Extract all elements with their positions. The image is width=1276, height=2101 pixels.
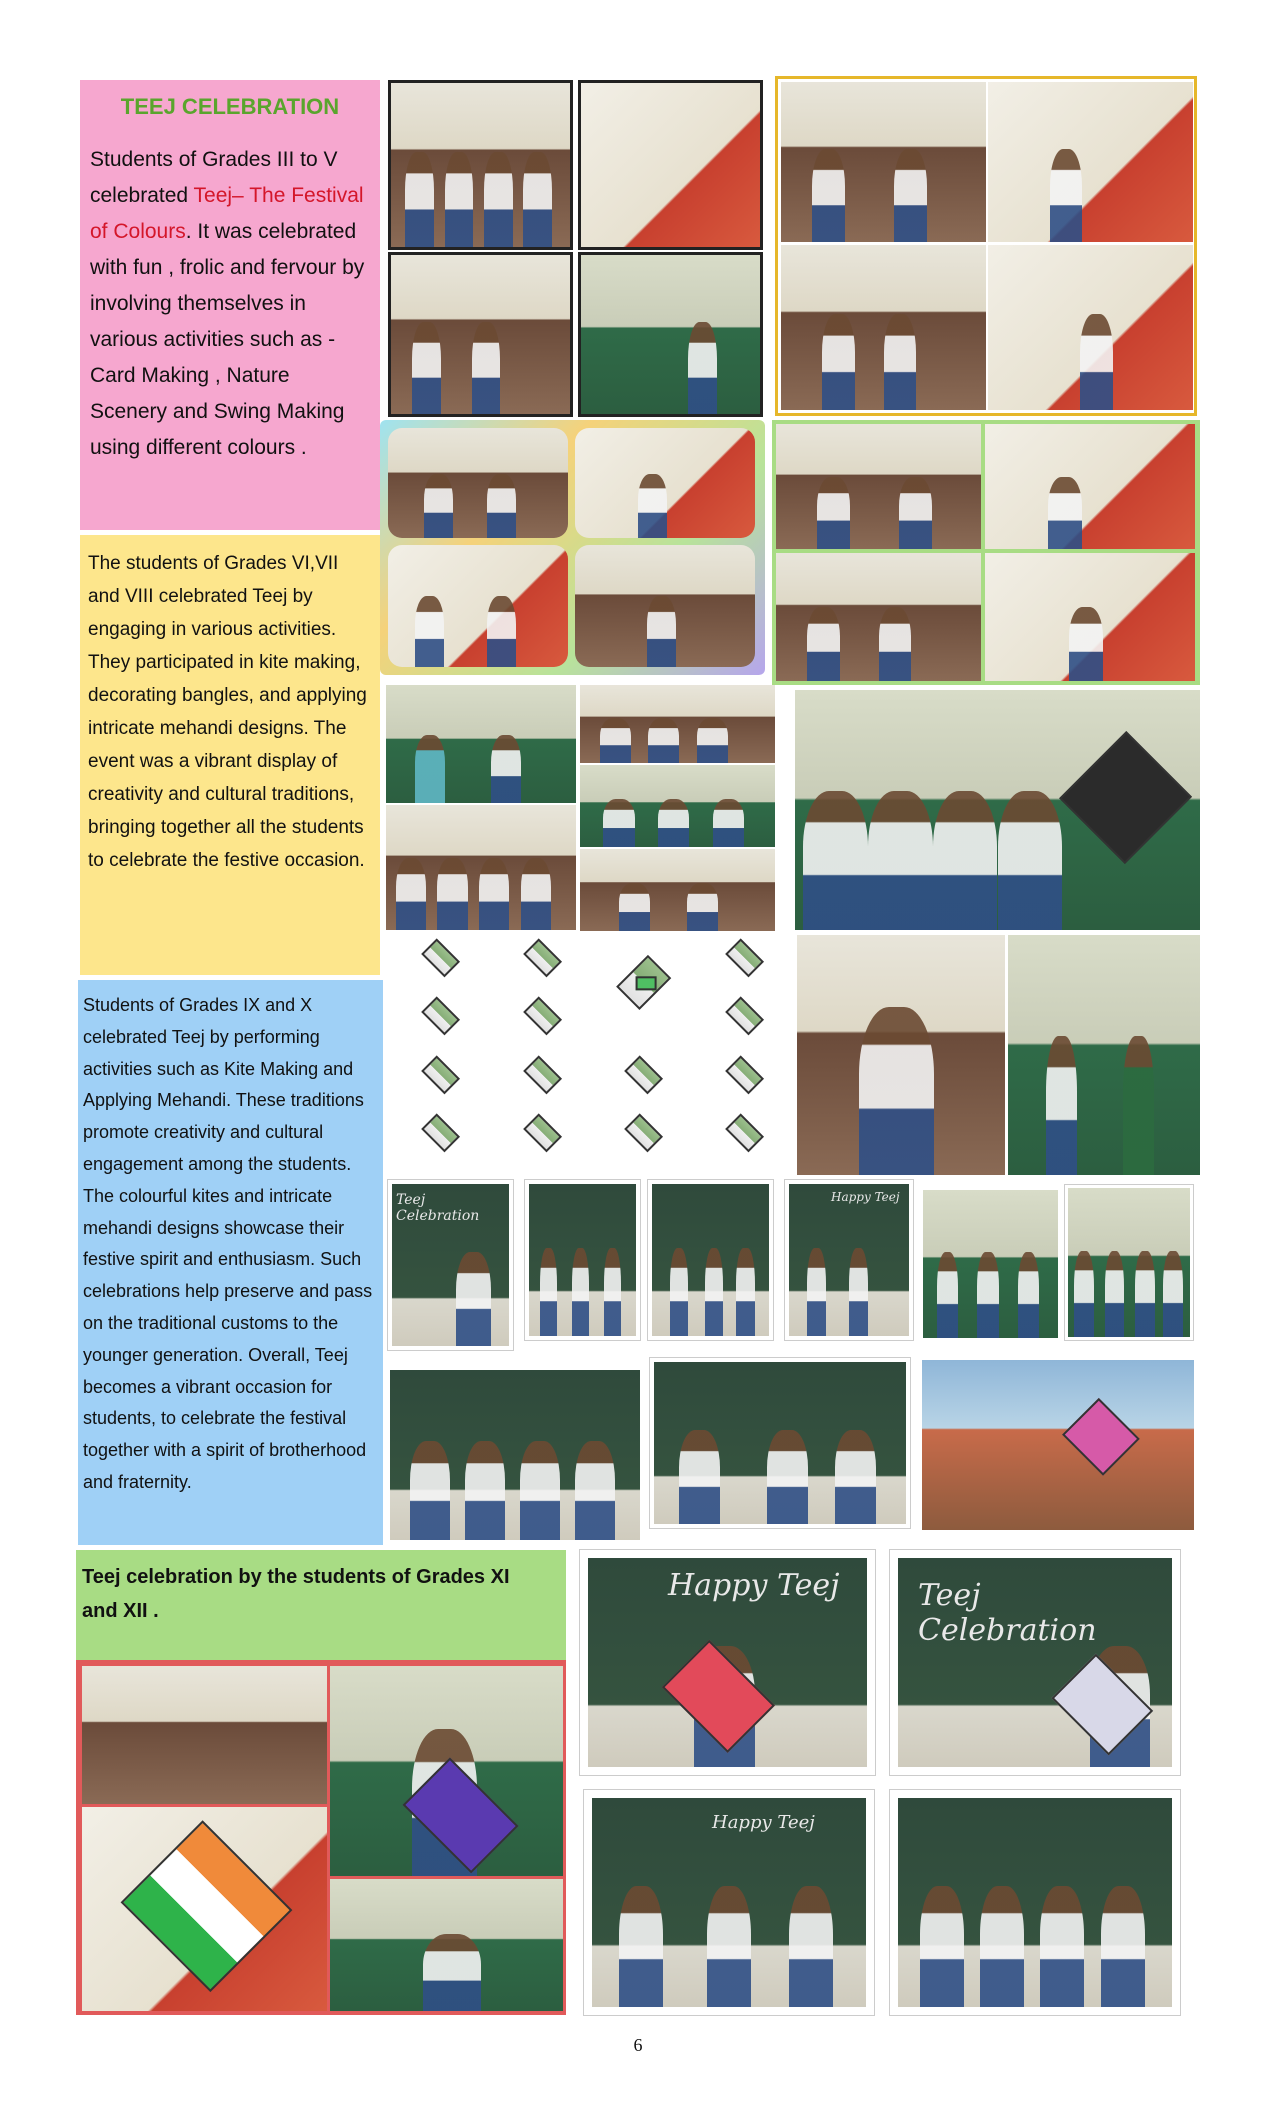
board-text: Teej Celebration bbox=[918, 1578, 1097, 1648]
kite-grid-cell bbox=[725, 1113, 764, 1152]
grades-3-5-text-part2: . It was celebrated with fun , frolic and fervour by involving themselves in various activities such as - Card Making , Nature Scenery and Swing Making using different colours . bbox=[90, 220, 365, 459]
photo-board-happy-teej bbox=[785, 1180, 913, 1340]
photo-red-1 bbox=[82, 1666, 327, 1804]
kite-grid-cell bbox=[523, 939, 562, 978]
grades-9-10-box bbox=[78, 980, 383, 1545]
kite-grid-cell bbox=[624, 1055, 663, 1094]
photo-gold-4 bbox=[988, 245, 1193, 410]
kite-grid-cell bbox=[523, 997, 562, 1036]
photo-class-working bbox=[388, 252, 573, 417]
kite-grid-cell bbox=[422, 997, 461, 1036]
photo-kites-row bbox=[580, 765, 775, 847]
kite-grid-cell bbox=[523, 1055, 562, 1094]
photo-happy-teej-three-boys bbox=[584, 1790, 874, 2015]
board-text: Teej Celebration bbox=[396, 1192, 480, 1224]
photo-board-mehandi bbox=[648, 1180, 773, 1340]
photo-board-group-kites bbox=[525, 1180, 640, 1340]
photo-class-desk bbox=[578, 252, 763, 417]
kite-grid bbox=[392, 935, 794, 1165]
photo-class-kites bbox=[1065, 1185, 1193, 1340]
photo-kites-display bbox=[580, 849, 775, 931]
kite-grid-cell bbox=[422, 939, 461, 978]
photo-grade3-cards bbox=[388, 80, 573, 250]
photo-board-mehandi-group bbox=[390, 1370, 640, 1540]
photo-red-2 bbox=[330, 1666, 563, 1876]
kite-grid-cell bbox=[725, 1055, 764, 1094]
photo-rainbow-1 bbox=[388, 428, 568, 538]
photo-happy-teej-kite-boy bbox=[580, 1550, 875, 1775]
board-text: Happy Teej bbox=[831, 1190, 900, 1204]
photo-green-1 bbox=[776, 424, 981, 549]
photo-outdoor-celebration bbox=[922, 1360, 1194, 1530]
kite-grid-cell bbox=[523, 1113, 562, 1152]
grades-11-12-box bbox=[76, 1550, 566, 1660]
grades-9-10-text: Students of Grades IX and X celebrated Teej by performing activities such as Kite Making and Applying Mehandi. These traditions promote creativity and cultural engagement among the students. The colourful kites and intricate mehandi designs showcase their festive spirit and enthusiasm. Such celebrations help preserve and pass on the traditional customs to the younger generation. Overall, Teej becomes a vibrant occasion for students, to celebrate the festival together with a spirit of brotherhood and fraternity. bbox=[83, 995, 373, 1492]
photo-rainbow-2 bbox=[575, 428, 755, 538]
photo-cards-table bbox=[578, 80, 763, 250]
grades-3-5-text-part1: Students of Grades III to V celebrated bbox=[90, 148, 338, 207]
kite-grid-cell bbox=[422, 1113, 461, 1152]
rainbow-framed-collage bbox=[380, 420, 765, 675]
board-text: Happy Teej bbox=[712, 1812, 815, 1833]
photo-red-4 bbox=[330, 1879, 563, 2011]
photo-teacher-student bbox=[386, 685, 576, 803]
kite-grid-cell bbox=[624, 1113, 663, 1152]
kite-happy-teej bbox=[1058, 731, 1191, 864]
photo-mehandi-four-girls bbox=[890, 1790, 1180, 2015]
photo-green-2 bbox=[985, 424, 1195, 549]
kite-grid-cell bbox=[725, 939, 764, 978]
photo-green-4 bbox=[985, 553, 1195, 681]
photo-rainbow-4 bbox=[575, 545, 755, 667]
grades-3-5-text bbox=[90, 142, 370, 466]
photo-rainbow-3 bbox=[388, 545, 568, 667]
green-framed-collage bbox=[772, 420, 1200, 685]
kite-grid-cell bbox=[422, 1055, 461, 1094]
kite-grid-cell bbox=[616, 955, 672, 1011]
photo-teacher-class bbox=[1008, 935, 1200, 1175]
photo-flag-kites bbox=[923, 1190, 1058, 1338]
photo-red-3 bbox=[82, 1807, 327, 2011]
photo-green-3 bbox=[776, 553, 981, 681]
section-title: TEEJ CELEBRATION bbox=[120, 94, 340, 119]
kite-grid-cell bbox=[725, 997, 764, 1036]
grades-3-5-highlight: Teej– The Festival of Colours bbox=[90, 184, 364, 243]
page-number: 6 bbox=[633, 2035, 643, 2055]
photo-gold-3 bbox=[781, 245, 986, 410]
photo-board-happy-teej-2 bbox=[650, 1358, 910, 1528]
photo-gold-2 bbox=[988, 82, 1193, 242]
photo-teej-celebration-girl bbox=[890, 1550, 1180, 1775]
red-framed-collage bbox=[76, 1660, 566, 2015]
photo-mehandi-group bbox=[795, 690, 1200, 930]
board-text: Happy Teej bbox=[668, 1568, 840, 1603]
photo-board-teej-kite bbox=[388, 1180, 513, 1350]
grades-3-5-box bbox=[80, 80, 380, 530]
gold-framed-collage bbox=[775, 76, 1197, 416]
photo-gold-1 bbox=[781, 82, 986, 242]
grades-11-12-text: Teej celebration by the students of Grades XI and XII . bbox=[82, 1566, 510, 1622]
photo-bangles-group bbox=[386, 805, 576, 930]
photo-student-closeup bbox=[797, 935, 1005, 1175]
photo-group-seated bbox=[580, 685, 775, 763]
grades-6-8-box bbox=[80, 535, 380, 975]
grades-6-8-text: The students of Grades VI,VII and VIII celebrated Teej by engaging in various activities. They participated in kite making, decorating bangles, and applying intricate mehandi designs. The event was a vibrant display of creativity and cultural traditions, bringing together all the students to celebrate the festive occasion. bbox=[88, 553, 367, 871]
